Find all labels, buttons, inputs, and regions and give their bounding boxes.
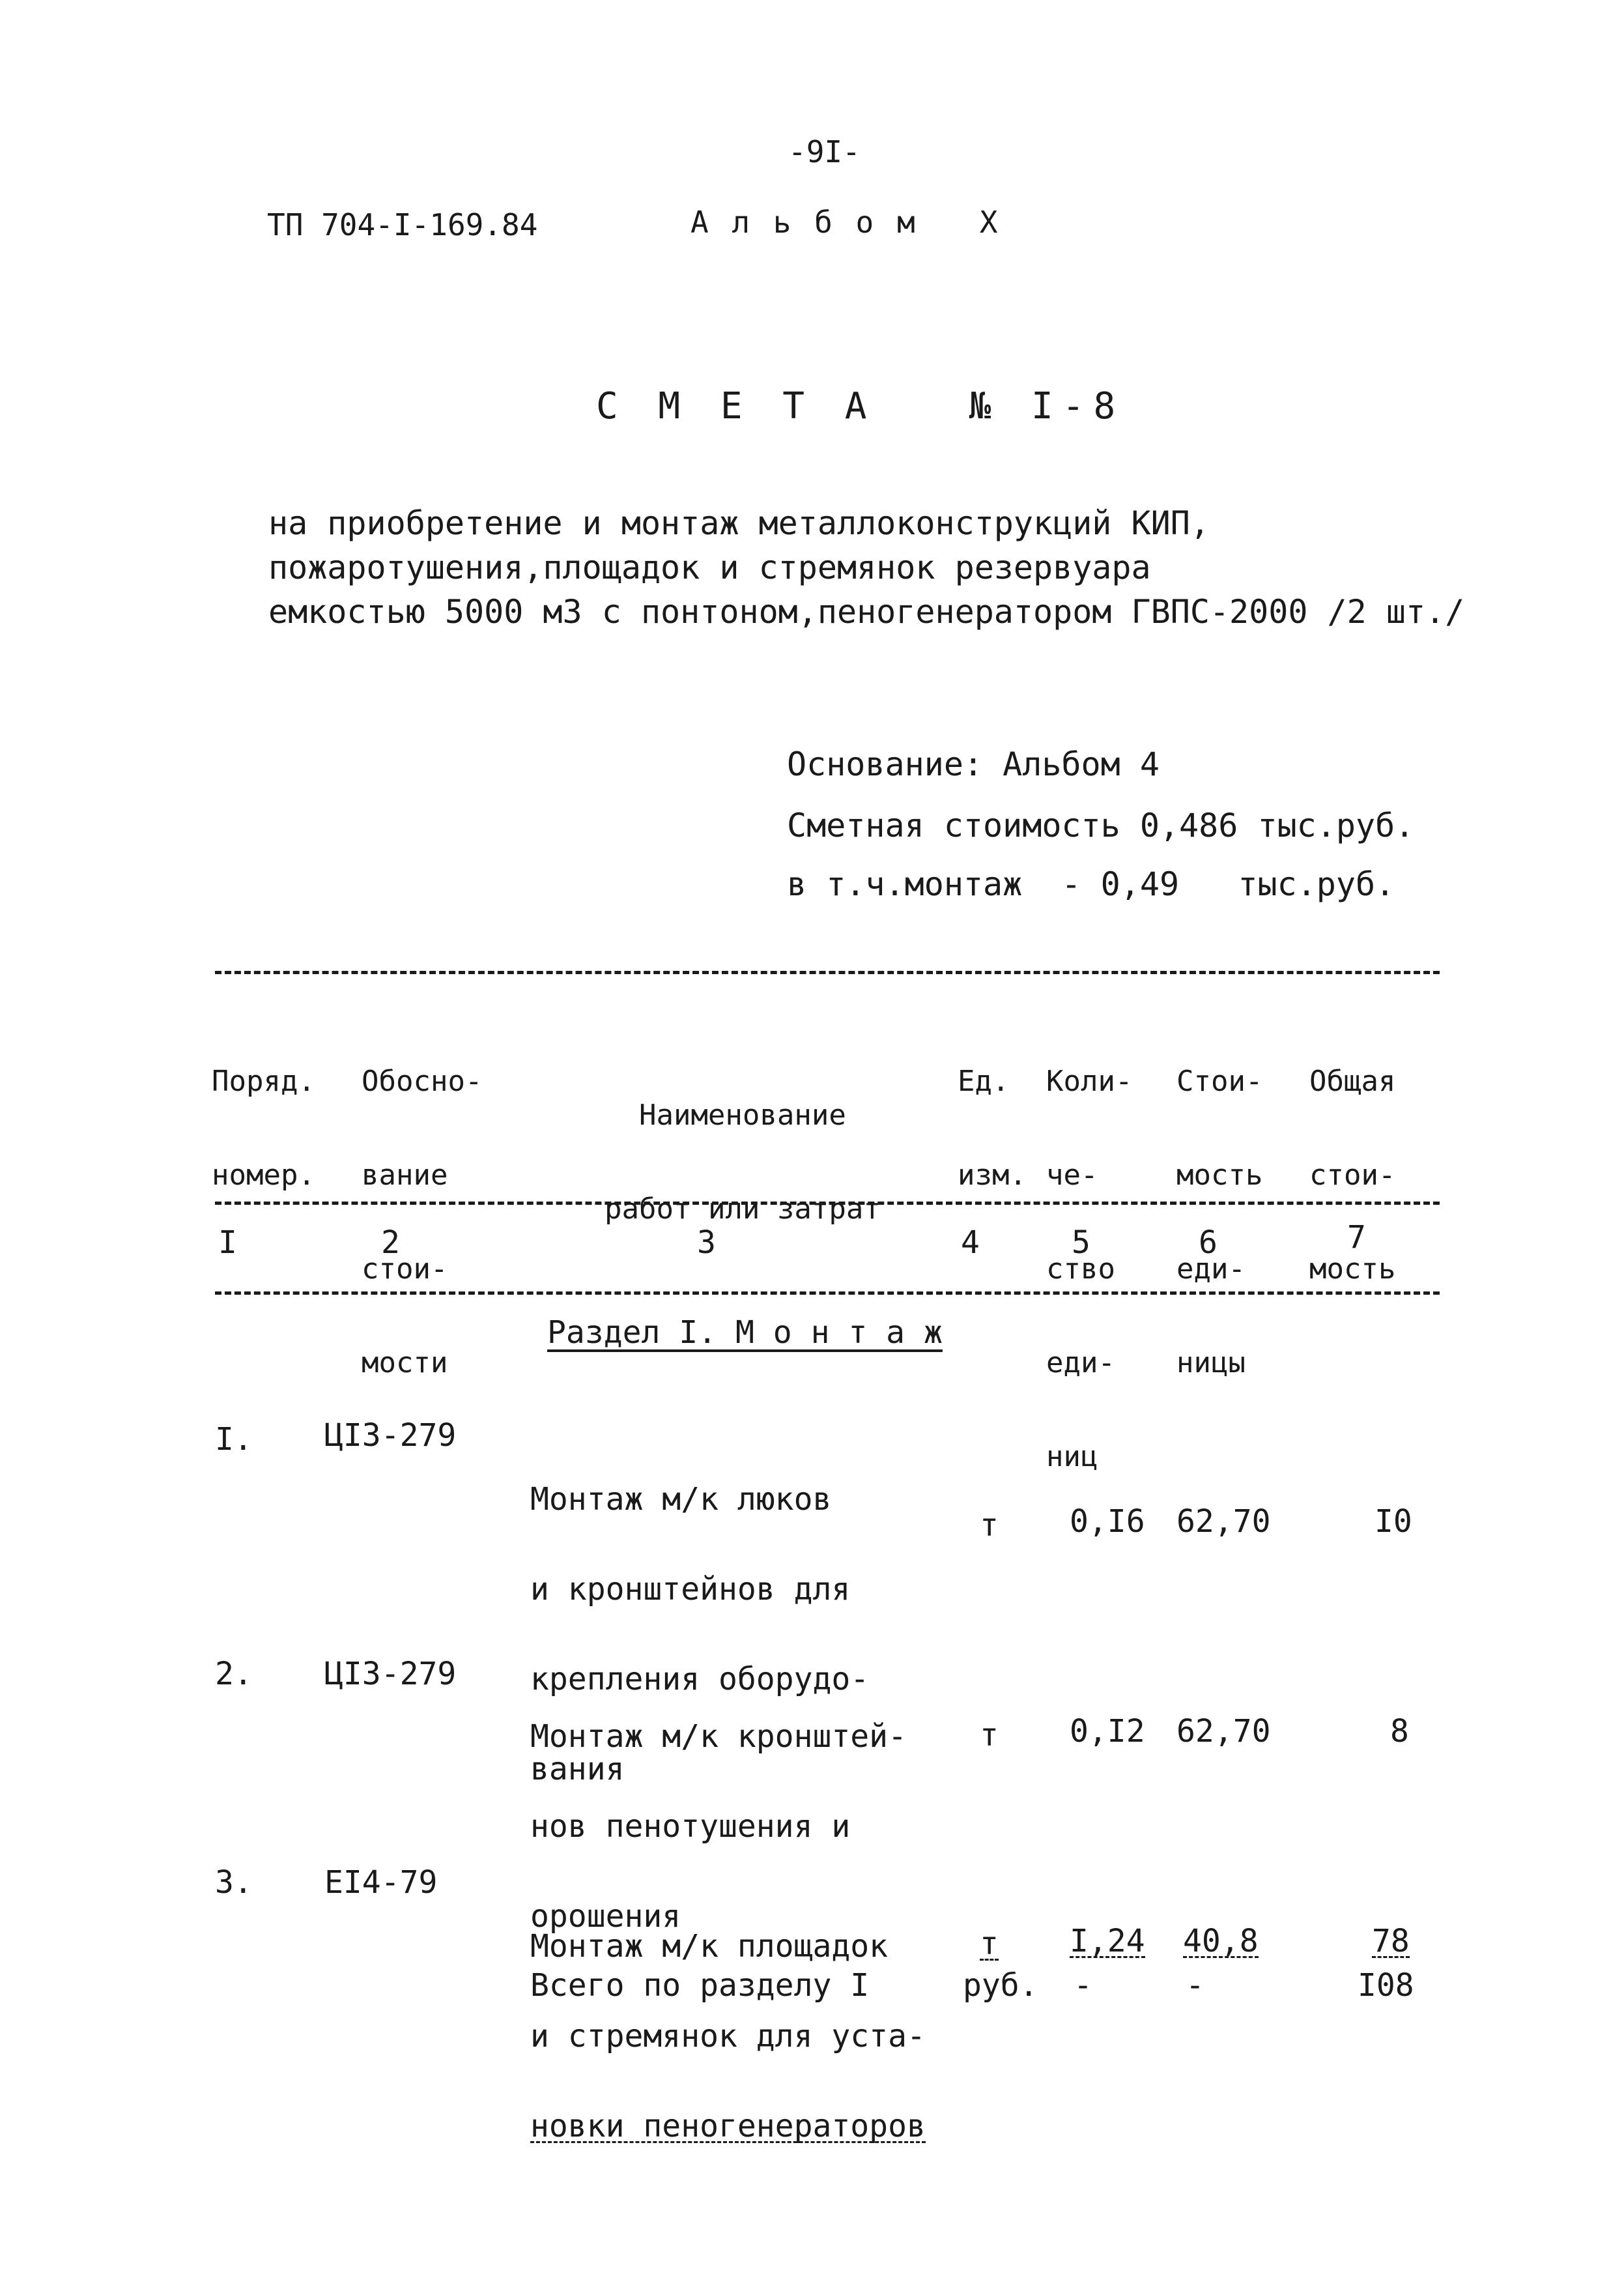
- row-3-unit: т: [980, 1925, 999, 1962]
- row-2-number: 2.: [215, 1656, 253, 1692]
- row-2-quantity: 0,I2: [1070, 1713, 1145, 1750]
- row-1-name: Монтаж м/к люков и кронштейнов для крепления оборудо- вания: [530, 1481, 870, 1787]
- col-number-2: 2: [381, 1224, 400, 1261]
- col-number-4: 4: [961, 1224, 980, 1261]
- col-header-7: Общая стои- мость: [1309, 1065, 1396, 1286]
- subtotal-label: Всего по разделу I: [530, 1967, 870, 2004]
- row-3-number: 3.: [215, 1864, 253, 1901]
- col-number-3: 3: [697, 1224, 716, 1261]
- row-1-basis: ЦI3-279: [324, 1417, 457, 1454]
- row-3-unit-price: 40,8: [1183, 1923, 1259, 1959]
- section-title: Раздел I. М о н т а ж: [547, 1314, 943, 1351]
- estimated-cost-line: Сметная стоимость 0,486 тыс.руб.: [787, 807, 1415, 844]
- page-number: -9I-: [788, 134, 861, 169]
- numbers-bottom-rule: [215, 1291, 1440, 1295]
- row-1-unit-price: 62,70: [1176, 1503, 1271, 1540]
- row-2-basis: ЦI3-279: [324, 1656, 457, 1692]
- subtotal-quantity: -: [1074, 1967, 1092, 2004]
- col-number-5: 5: [1072, 1224, 1090, 1261]
- col-header-2: Обосно- вание стои- мости: [362, 1065, 483, 1379]
- col-header-4: Ед. изм.: [958, 1065, 1027, 1192]
- document-code: ТП 704-I-169.84: [267, 207, 538, 242]
- table-top-rule: [215, 971, 1440, 974]
- col-header-1: Поряд. номер.: [212, 1065, 315, 1192]
- description-line-2: пожаротушения,площадок и стремянок резервуара: [268, 549, 1151, 586]
- row-3-total: 78: [1372, 1923, 1410, 1959]
- row-3-basis: ЕI4-79: [324, 1864, 438, 1901]
- estimate-title: С М Е Т А № I-8: [596, 385, 1125, 427]
- row-2-total: 8: [1390, 1713, 1409, 1750]
- col-header-5: Коли- че- ство еди- ниц: [1046, 1065, 1133, 1473]
- row-1-unit: т: [980, 1507, 999, 1544]
- row-2-unit-price: 62,70: [1176, 1713, 1271, 1750]
- description-line-3: емкостью 5000 м3 с понтоном,пеногенератором ГВПС-2000 /2 шт./: [268, 593, 1465, 631]
- album-label: А л ь б о м Х: [691, 205, 1001, 240]
- row-2-name: Монтаж м/к кронштей- нов пенотушения и орошения: [530, 1718, 907, 1935]
- col-number-1: I: [218, 1224, 237, 1261]
- subtotal-unit: руб.: [963, 1967, 1038, 2004]
- row-1-total: I0: [1375, 1503, 1412, 1540]
- basis-line: Основание: Альбом 4: [787, 745, 1160, 783]
- row-3-quantity: I,24: [1070, 1923, 1145, 1959]
- row-3-name: Монтаж м/к площадок и стремянок для уста- новки пеногенераторов: [530, 1928, 926, 2144]
- col-number-6: 6: [1199, 1224, 1218, 1261]
- subtotal-total: I08: [1358, 1967, 1414, 2004]
- description-line-1: на приобретение и монтаж металлоконструкций КИП,: [268, 504, 1210, 542]
- subtotal-unit-price: -: [1186, 1967, 1204, 2004]
- col-number-7: 7: [1347, 1219, 1366, 1256]
- row-2-unit: т: [980, 1717, 999, 1753]
- col-header-6: Стои- мость еди- ницы: [1176, 1065, 1263, 1379]
- row-1-quantity: 0,I6: [1070, 1503, 1145, 1540]
- mount-cost-line: в т.ч.монтаж - 0,49 тыс.руб.: [787, 865, 1395, 903]
- header-bottom-rule: [215, 1202, 1440, 1205]
- row-1-number: I.: [215, 1421, 253, 1458]
- col-header-3: Наименование работ или затрат: [605, 1099, 881, 1226]
